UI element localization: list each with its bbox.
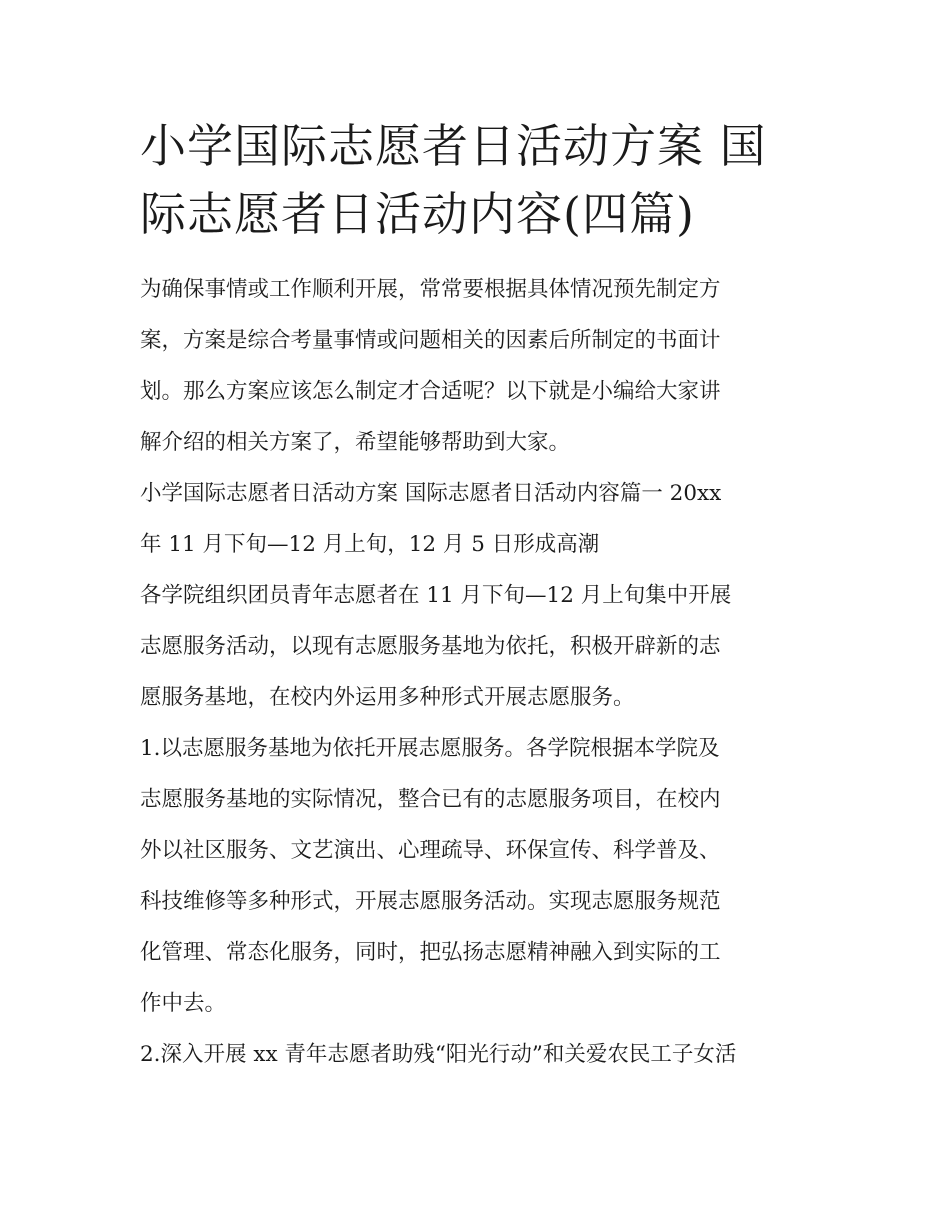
- section-heading-paragraph: [140, 468, 820, 570]
- text-line: 年 11 月下旬—12 月上旬，12 月 5 日形成高潮: [140, 532, 600, 557]
- text-line: 志愿服务活动，以现有志愿服务基地为依托，积极开辟新的志: [140, 634, 721, 659]
- intro-paragraph: [140, 264, 820, 468]
- body-paragraph: [140, 570, 820, 723]
- text-line: 解介绍的相关方案了，希望能够帮助到大家。: [140, 430, 571, 455]
- text-line: 愿服务基地，在校内外运用多种形式开展志愿服务。: [140, 685, 635, 710]
- document-title: [140, 112, 820, 248]
- text-line: 外以社区服务、文艺演出、心理疏导、环保宣传、科学普及、: [140, 838, 721, 863]
- text-line: 1.以志愿服务基地为依托开展志愿服务。各学院根据本学院及: [140, 736, 720, 761]
- text-line: 作中去。: [140, 991, 227, 1016]
- text-line: 为确保事情或工作顺利开展，常常要根据具体情况预先制定方: [140, 277, 721, 302]
- text-line: 案，方案是综合考量事情或问题相关的因素后所制定的书面计: [140, 328, 721, 353]
- text-line: 2.深入开展 xx 青年志愿者助残“阳光行动”和关爱农民工子女活: [140, 1042, 737, 1067]
- document-page: [140, 112, 820, 1080]
- text-line: 划。那么方案应该怎么制定才合适呢？以下就是小编给大家讲: [140, 379, 721, 404]
- title-line: 小学国际志愿者日活动方案 国: [140, 119, 767, 173]
- text-line: 志愿服务基地的实际情况，整合已有的志愿服务项目，在校内: [140, 787, 721, 812]
- list-item-paragraph: [140, 1029, 820, 1080]
- text-line: 各学院组织团员青年志愿者在 11 月下旬—12 月上旬集中开展: [140, 583, 732, 608]
- text-line: 科技维修等多种形式，开展志愿服务活动。实现志愿服务规范: [140, 889, 721, 914]
- list-item-paragraph: [140, 723, 820, 1029]
- text-line: 化管理、常态化服务，同时，把弘扬志愿精神融入到实际的工: [140, 940, 721, 965]
- text-line: 小学国际志愿者日活动方案 国际志愿者日活动内容篇一 20xx: [140, 481, 722, 506]
- title-line: 际志愿者日活动内容(四篇): [140, 187, 695, 241]
